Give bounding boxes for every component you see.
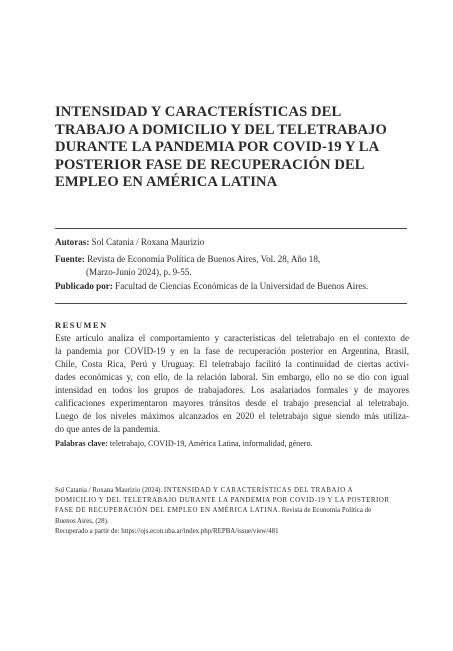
title-line: INTENSIDAD Y CARACTERÍSTICAS DEL xyxy=(55,104,342,120)
source-value-continued: (Marzo-Junio 2024), p. 9-55. xyxy=(86,267,192,277)
meta-divider xyxy=(55,303,407,304)
citation-block xyxy=(55,486,411,537)
article-title xyxy=(55,104,415,192)
source-label: Fuente: xyxy=(55,254,85,264)
keywords-line xyxy=(55,438,313,449)
abstract-line: Este artículo analiza el comportamiento y características del teletrabajo en el contexto de xyxy=(55,333,409,343)
abstract-heading: RESUMEN xyxy=(55,321,108,330)
title-line: DURANTE LA PANDEMIA POR COVID-19 Y LA xyxy=(55,139,380,155)
authors-label: Autoras: xyxy=(55,237,90,247)
keywords-label: Palabras clave: xyxy=(55,439,108,448)
citation-journal-continued: Buenos Aires, (28). xyxy=(55,517,109,525)
citation-authors: Sol Catania / Roxana Maurizio (2024). xyxy=(55,487,164,494)
authors-value: Sol Catania / Roxana Maurizio xyxy=(89,237,205,247)
publisher-value: Facultad de Ciencias Económicas de la Universidad de Buenos Aires. xyxy=(112,281,369,291)
title-line: POSTERIOR FASE DE RECUPERACIÓN DEL xyxy=(55,156,365,173)
source-line xyxy=(55,253,320,265)
citation-title-end: FASE DE RECUPERACIÓN DEL EMPLEO EN AMÉRICA LATINA xyxy=(55,507,279,515)
title-line: TRABAJO A DOMICILIO Y DEL TELETRABAJO xyxy=(55,121,387,138)
top-divider xyxy=(55,228,407,229)
abstract-line: intensidad en todos los grupos de trabajadores. Los asalariados formales y de mayores xyxy=(55,385,409,396)
source-line-continued xyxy=(55,266,192,278)
abstract-line: Luego de los niveles máximos alcanzados en 2020 el teletrabajo sigue siendo más utiliza- xyxy=(55,411,409,422)
citation-title: INTENSIDAD Y CARACTERÍSTICAS DEL TRABAJO A xyxy=(163,487,354,494)
source-value: Revista de Economía Política de Buenos Aires, Vol. 28, Año 18, xyxy=(84,254,321,264)
publisher-label: Publicado por: xyxy=(55,281,113,291)
citation-line xyxy=(55,486,411,496)
abstract-line: Chile, Costa Rica, Perú y Uruguay. El teletrabajo facilitó la continuidad de ciertas activi- xyxy=(55,359,409,370)
publisher-line xyxy=(55,280,368,292)
citation-line xyxy=(55,506,411,516)
citation-title-continued: DOMICILIO Y DEL TELETRABAJO DURANTE LA PANDEMIA POR COVID-19 Y LA POSTERIOR xyxy=(55,497,390,505)
abstract-line: la pandemia por COVID-19 y en la fase de recuperación posterior en Argentina, Brasil, xyxy=(55,346,409,357)
abstract-line: calificaciones experimentaron mayores tránsitos desde el trabajo presencial al teletrabajo. xyxy=(55,398,409,409)
abstract-line: do que antes de la pandemia. xyxy=(55,424,161,435)
citation-url[interactable]: Recuperado a partir de: https://ojs.econ.uba.ar/index.php/REPBA/issue/view/481 xyxy=(55,527,279,535)
citation-journal: . Revista de Economía Política de xyxy=(278,507,372,515)
abstract-body xyxy=(55,332,409,436)
title-line: EMPLEO EN AMÉRICA LATINA xyxy=(55,174,278,190)
authors-line xyxy=(55,236,204,248)
abstract-line: dades económicas y, con ello, de la relación laboral. Sin embargo, ello no se dio con igual xyxy=(55,372,409,383)
keywords-value: teletrabajo, COVID-19, América Latina, informalidad, género. xyxy=(107,439,313,448)
